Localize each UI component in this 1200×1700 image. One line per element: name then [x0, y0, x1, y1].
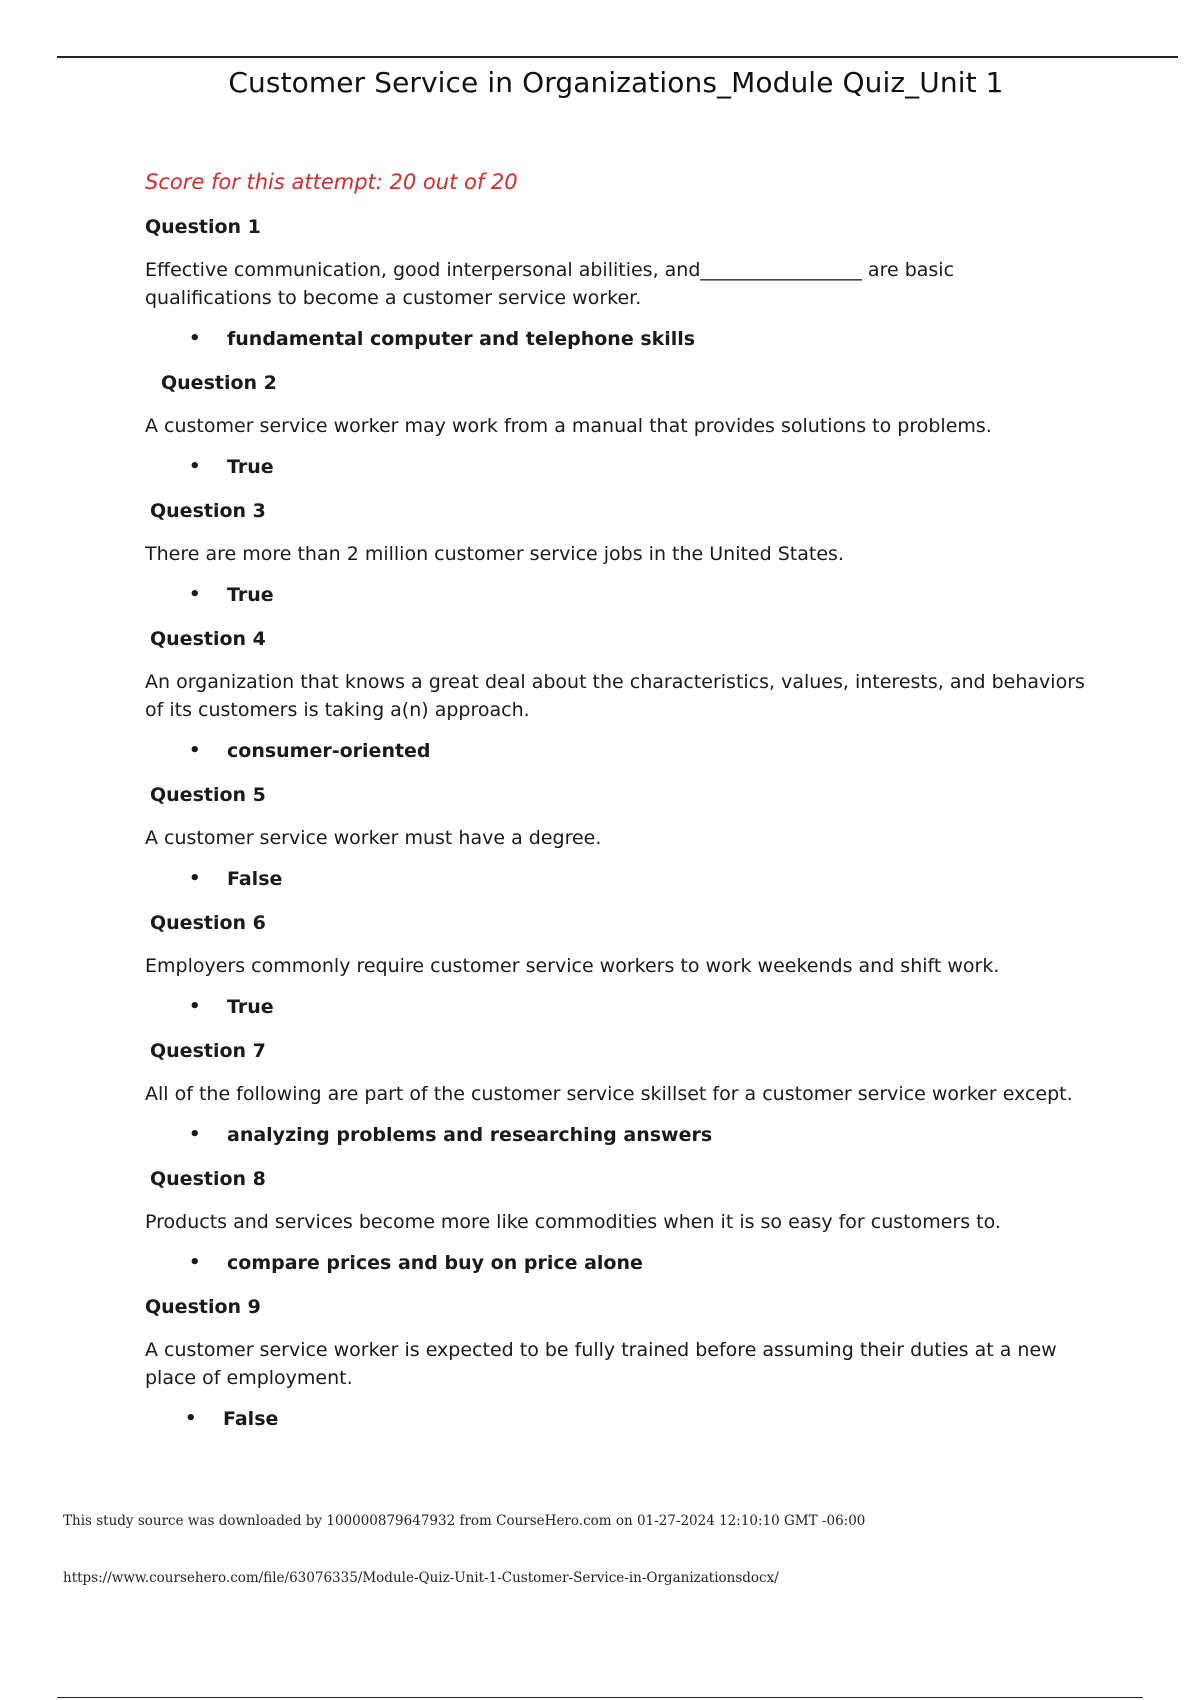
question-text: Products and services become more like commodities when it is so easy for customers to. — [145, 1211, 1001, 1233]
question-text: Employers commonly require customer service workers to work weekends and shift work. — [145, 955, 1000, 977]
document-title: Customer Service in Organizations_Module Quiz_Unit 1 — [228, 66, 1004, 99]
score-line: Score for this attempt: 20 out of 20 — [145, 170, 518, 194]
question-block — [145, 782, 1085, 892]
answer-item — [189, 582, 1085, 608]
bullet-icon: • — [189, 1124, 201, 1145]
source-url[interactable]: https://www.coursehero.com/file/63076335/Module-Quiz-Unit-1-Customer-Service-in-Organizationsdocx/ — [63, 1570, 779, 1586]
question-block — [145, 1038, 1085, 1148]
answer-text: True — [227, 456, 274, 478]
question-block — [145, 1294, 1085, 1432]
question-text: A customer service worker must have a degree. — [145, 827, 602, 849]
answer-item — [189, 994, 1085, 1020]
answer-item — [185, 1406, 1085, 1432]
bullet-icon: • — [189, 584, 201, 605]
source-note: This study source was downloaded by 100000879647932 from CourseHero.com on 01-27-2024 12:10:10 GMT -06:00 — [63, 1513, 866, 1529]
answer-item — [189, 1122, 1085, 1148]
question-text: There are more than 2 million customer service jobs in the United States. — [145, 543, 844, 565]
question-text: An organization that knows a great deal about the characteristics, values, interests, and behaviors of its customers is taking a(n) approach. — [145, 671, 1085, 721]
question-label: Question 9 — [145, 1296, 261, 1318]
question-block — [145, 1166, 1085, 1276]
answer-text: False — [227, 868, 283, 890]
answer-item — [189, 866, 1085, 892]
question-label: Question 4 — [150, 628, 266, 650]
quiz-content — [145, 166, 1085, 1450]
top-rule — [57, 56, 1178, 58]
question-label: Question 6 — [150, 912, 266, 934]
bullet-icon: • — [189, 328, 201, 349]
question-label: Question 1 — [145, 216, 261, 238]
question-text: A customer service worker is expected to be fully trained before assuming their duties at a new place of employment. — [145, 1339, 1057, 1389]
question-label: Question 7 — [150, 1040, 266, 1062]
answer-text: compare prices and buy on price alone — [227, 1252, 643, 1274]
answer-item — [189, 738, 1085, 764]
question-text: A customer service worker may work from a manual that provides solutions to problems. — [145, 415, 992, 437]
answer-item — [189, 454, 1085, 480]
answer-item — [189, 1250, 1085, 1276]
answer-text: True — [227, 996, 274, 1018]
answer-text: consumer-oriented — [227, 740, 431, 762]
answer-text: False — [223, 1408, 279, 1430]
answer-text: True — [227, 584, 274, 606]
bullet-icon: • — [185, 1408, 197, 1429]
question-label: Question 5 — [150, 784, 266, 806]
answer-text: fundamental computer and telephone skills — [227, 328, 696, 350]
question-text: All of the following are part of the customer service skillset for a customer service worker except. — [145, 1083, 1073, 1105]
bullet-icon: • — [189, 456, 201, 477]
bullet-icon: • — [189, 1252, 201, 1273]
answer-text: analyzing problems and researching answers — [227, 1124, 713, 1146]
question-block — [145, 910, 1085, 1020]
question-block — [145, 498, 1085, 608]
question-label: Question 2 — [161, 372, 277, 394]
bullet-icon: • — [189, 868, 201, 889]
bullet-icon: • — [189, 996, 201, 1017]
bullet-icon: • — [189, 740, 201, 761]
question-block — [145, 370, 1085, 480]
question-label: Question 3 — [150, 500, 266, 522]
question-label: Question 8 — [150, 1168, 266, 1190]
question-block — [145, 626, 1085, 764]
question-block — [145, 214, 1085, 352]
question-text: Effective communication, good interpersonal abilities, and_________________ are basic qualifications to become a customer service worker. — [145, 259, 955, 309]
bottom-rule — [57, 1697, 1143, 1698]
answer-item — [189, 326, 1085, 352]
